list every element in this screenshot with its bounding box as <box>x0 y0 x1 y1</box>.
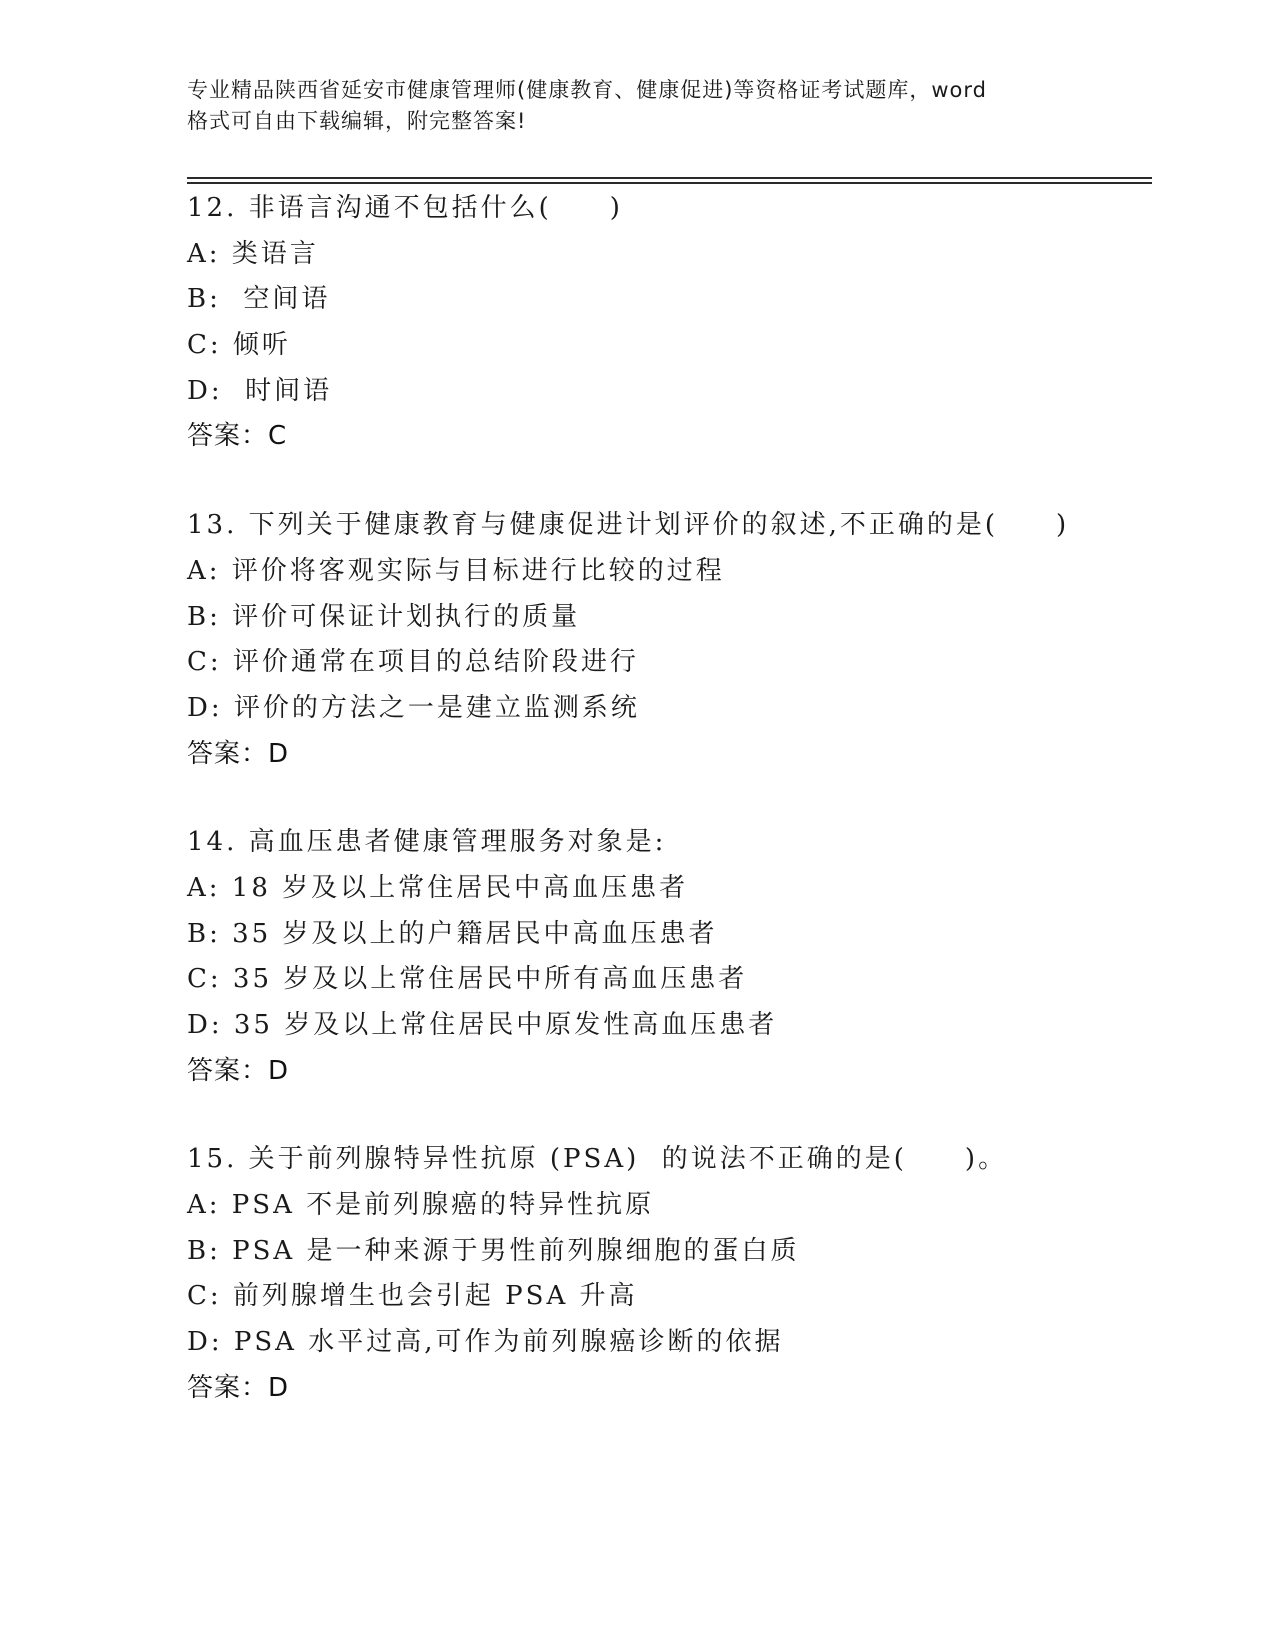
question-stem: 14. 高血压患者健康管理服务对象是: <box>187 827 667 858</box>
option-c: C: 35 岁及以上常住居民中所有高血压患者 <box>187 964 748 995</box>
answer-line: 答案：D <box>187 1055 290 1086</box>
option-c: C: 评价通常在项目的总结阶段进行 <box>187 647 639 678</box>
option-a: A: 评价将客观实际与目标进行比较的过程 <box>187 555 725 586</box>
option-a: A: 类语言 <box>187 238 319 269</box>
option-b: B: PSA 是一种来源于男性前列腺细胞的蛋白质 <box>187 1235 800 1266</box>
document-header <box>187 75 1087 137</box>
option-b: B: 评价可保证计划执行的质量 <box>187 601 581 632</box>
question-stem: 12. 非语言沟通不包括什么( ) <box>187 193 623 223</box>
answer-line: 答案：D <box>187 1372 290 1403</box>
question-list <box>187 186 1187 1412</box>
option-d: D: 评价的方法之一是建立监测系统 <box>187 692 640 723</box>
option-a: A: PSA 不是前列腺癌的特异性抗原 <box>187 1190 655 1221</box>
answer-line: 答案：C <box>187 421 288 452</box>
header-divider-bottom <box>187 182 1152 184</box>
question-stem: 15. 关于前列腺特异性抗原 (PSA) 的说法不正确的是( )。 <box>187 1144 1008 1175</box>
question-12 <box>187 186 1187 460</box>
option-c: C: 前列腺增生也会引起 PSA 升高 <box>187 1281 638 1312</box>
answer-line: 答案：D <box>187 738 290 769</box>
header-divider-top <box>187 177 1152 179</box>
option-b: B: 35 岁及以上的户籍居民中高血压患者 <box>187 918 718 949</box>
option-c: C: 倾听 <box>187 330 291 361</box>
question-15 <box>187 1137 1187 1411</box>
option-d: D: 35 岁及以上常住居民中原发性高血压患者 <box>187 1010 778 1040</box>
question-13 <box>187 503 1187 777</box>
option-b: B: 空间语 <box>187 284 331 315</box>
header-line-1: 专业精品陕西省延安市健康管理师(健康教育、健康促进)等资格证考试题库，word <box>187 78 988 102</box>
header-line-2: 格式可自由下载编辑，附完整答案! <box>187 109 527 133</box>
question-stem: 13. 下列关于健康教育与健康促进计划评价的叙述,不正确的是( ) <box>187 510 1070 541</box>
option-d: D: PSA 水平过高,可作为前列腺癌诊断的依据 <box>187 1327 784 1358</box>
option-a: A: 18 岁及以上常住居民中高血压患者 <box>187 872 689 903</box>
question-14 <box>187 820 1187 1094</box>
option-d: D: 时间语 <box>187 375 333 406</box>
